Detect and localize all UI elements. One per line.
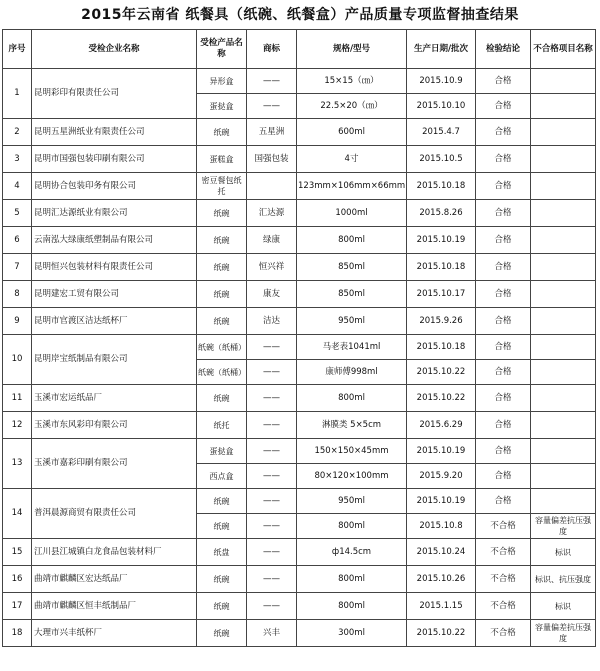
date-cell: 2015.10.8 — [407, 514, 476, 539]
brand-cell: —— — [247, 385, 297, 412]
failed-items-cell — [531, 439, 596, 464]
result-cell: 合格 — [476, 254, 531, 281]
table-row — [3, 254, 596, 281]
spec-cell: 800ml — [297, 514, 407, 539]
failed-items-cell: 容量偏差抗压强度 — [531, 620, 596, 647]
brand-cell: 五星洲 — [247, 119, 297, 146]
product-cell: 纸碗 — [197, 200, 247, 227]
result-cell: 合格 — [476, 119, 531, 146]
product-cell: 纸碗 — [197, 620, 247, 647]
result-cell: 合格 — [476, 94, 531, 119]
spec-cell: 4寸 — [297, 146, 407, 173]
company-cell: 曲靖市麒麟区恒丰纸制品厂 — [32, 593, 197, 620]
date-cell: 2015.10.24 — [407, 539, 476, 566]
seq-cell: 12 — [3, 412, 32, 439]
seq-cell: 10 — [3, 335, 32, 385]
failed-items-cell: 容量偏差抗压强度 — [531, 514, 596, 539]
result-cell: 合格 — [476, 173, 531, 200]
result-cell: 不合格 — [476, 593, 531, 620]
spec-cell: 22.5×20（㎝） — [297, 94, 407, 119]
product-cell: 纸托 — [197, 412, 247, 439]
company-cell: 昆明市官渡区洁达纸杯厂 — [32, 308, 197, 335]
date-cell: 2015.10.17 — [407, 281, 476, 308]
failed-items-cell: 标识 — [531, 593, 596, 620]
failed-items-cell — [531, 281, 596, 308]
brand-cell: —— — [247, 412, 297, 439]
spec-cell: 80×120×100mm — [297, 464, 407, 489]
seq-cell: 7 — [3, 254, 32, 281]
brand-cell: 康友 — [247, 281, 297, 308]
date-cell: 2015.10.19 — [407, 489, 476, 514]
table-row — [3, 119, 596, 146]
brand-cell: —— — [247, 539, 297, 566]
date-cell: 2015.10.10 — [407, 94, 476, 119]
failed-items-cell — [531, 360, 596, 385]
seq-cell: 2 — [3, 119, 32, 146]
failed-items-cell — [531, 385, 596, 412]
brand-cell: —— — [247, 335, 297, 360]
brand-cell: —— — [247, 360, 297, 385]
header-result: 检验结论 — [476, 30, 531, 69]
brand-cell: 汇达源 — [247, 200, 297, 227]
seq-cell: 11 — [3, 385, 32, 412]
result-cell: 合格 — [476, 412, 531, 439]
result-cell: 不合格 — [476, 620, 531, 647]
date-cell: 2015.1.15 — [407, 593, 476, 620]
header-product: 受检产品名称 — [197, 30, 247, 69]
seq-cell: 15 — [3, 539, 32, 566]
brand-cell: 国强包装 — [247, 146, 297, 173]
result-cell: 不合格 — [476, 514, 531, 539]
failed-items-cell — [531, 489, 596, 514]
seq-cell: 14 — [3, 489, 32, 539]
header-brand: 商标 — [247, 30, 297, 69]
table-row — [3, 412, 596, 439]
company-cell: 昆明岸宝纸制品有限公司 — [32, 335, 197, 385]
spec-cell: 800ml — [297, 566, 407, 593]
header-seq: 序号 — [3, 30, 32, 69]
spec-cell: 800ml — [297, 227, 407, 254]
company-cell: 昆明彩印有限责任公司 — [32, 69, 197, 119]
company-cell: 曲靖市麒麟区宏达纸品厂 — [32, 566, 197, 593]
date-cell: 2015.10.19 — [407, 227, 476, 254]
spec-cell: 马老表1041ml — [297, 335, 407, 360]
table-row — [3, 566, 596, 593]
brand-cell: —— — [247, 566, 297, 593]
failed-items-cell — [531, 464, 596, 489]
spec-cell: 1000ml — [297, 200, 407, 227]
result-cell: 合格 — [476, 69, 531, 94]
spec-cell: 淋膜类 5×5cm — [297, 412, 407, 439]
product-cell: 纸碗 — [197, 566, 247, 593]
date-cell: 2015.9.20 — [407, 464, 476, 489]
failed-items-cell — [531, 146, 596, 173]
table-body — [3, 69, 596, 647]
date-cell: 2015.10.19 — [407, 439, 476, 464]
date-cell: 2015.10.9 — [407, 69, 476, 94]
spec-cell: 150×150×45mm — [297, 439, 407, 464]
company-cell: 大理市兴丰纸杯厂 — [32, 620, 197, 647]
failed-items-cell — [531, 173, 596, 200]
brand-cell — [247, 173, 297, 200]
company-cell: 玉溪市宏运纸品厂 — [32, 385, 197, 412]
spec-cell: ф14.5cm — [297, 539, 407, 566]
table-row — [3, 620, 596, 647]
spec-cell: 850ml — [297, 281, 407, 308]
company-cell: 昆明五星洲纸业有限责任公司 — [32, 119, 197, 146]
seq-cell: 13 — [3, 439, 32, 489]
brand-cell: 恒兴祥 — [247, 254, 297, 281]
date-cell: 2015.10.22 — [407, 620, 476, 647]
result-cell: 不合格 — [476, 539, 531, 566]
date-cell: 2015.10.22 — [407, 360, 476, 385]
failed-items-cell — [531, 94, 596, 119]
failed-items-cell — [531, 227, 596, 254]
result-cell: 合格 — [476, 308, 531, 335]
header-date: 生产日期/批次 — [407, 30, 476, 69]
brand-cell: —— — [247, 593, 297, 620]
date-cell: 2015.10.18 — [407, 254, 476, 281]
result-cell: 合格 — [476, 360, 531, 385]
company-cell: 玉溪市嘉彩印刷有限公司 — [32, 439, 197, 489]
result-cell: 合格 — [476, 281, 531, 308]
brand-cell: 绿康 — [247, 227, 297, 254]
product-cell: 纸碗 — [197, 514, 247, 539]
seq-cell: 3 — [3, 146, 32, 173]
date-cell: 2015.10.18 — [407, 335, 476, 360]
failed-items-cell — [531, 69, 596, 94]
product-cell: 蛋糕盒 — [197, 146, 247, 173]
date-cell: 2015.8.26 — [407, 200, 476, 227]
company-cell: 云南泓大绿康纸塑制品有限公司 — [32, 227, 197, 254]
company-cell: 昆明汇达源纸业有限公司 — [32, 200, 197, 227]
product-cell: 纸碗 — [197, 254, 247, 281]
date-cell: 2015.9.26 — [407, 308, 476, 335]
seq-cell: 5 — [3, 200, 32, 227]
table-row — [3, 69, 596, 94]
result-cell: 合格 — [476, 227, 531, 254]
product-cell: 异形盒 — [197, 69, 247, 94]
spec-cell: 康师傅998ml — [297, 360, 407, 385]
table-row — [3, 385, 596, 412]
spec-cell: 950ml — [297, 489, 407, 514]
company-cell: 玉溪市东风彩印有限公司 — [32, 412, 197, 439]
date-cell: 2015.4.7 — [407, 119, 476, 146]
failed-items-cell — [531, 200, 596, 227]
header-spec: 规格/型号 — [297, 30, 407, 69]
brand-cell: —— — [247, 464, 297, 489]
spec-cell: 800ml — [297, 385, 407, 412]
product-cell: 纸碗 — [197, 227, 247, 254]
product-cell: 纸碗（纸桶） — [197, 360, 247, 385]
brand-cell: —— — [247, 69, 297, 94]
table-row — [3, 593, 596, 620]
failed-items-cell — [531, 308, 596, 335]
brand-cell: —— — [247, 94, 297, 119]
result-cell: 合格 — [476, 464, 531, 489]
product-cell: 纸碗 — [197, 119, 247, 146]
date-cell: 2015.10.26 — [407, 566, 476, 593]
product-cell: 纸碗 — [197, 385, 247, 412]
table-row — [3, 439, 596, 464]
failed-items-cell: 标识 — [531, 539, 596, 566]
brand-cell: 洁达 — [247, 308, 297, 335]
company-cell: 普洱晨源商贸有限责任公司 — [32, 489, 197, 539]
header-row — [3, 30, 596, 69]
company-cell: 昆明建宏工贸有限公司 — [32, 281, 197, 308]
seq-cell: 8 — [3, 281, 32, 308]
result-cell: 合格 — [476, 146, 531, 173]
product-cell: 蛋挞盒 — [197, 94, 247, 119]
seq-cell: 17 — [3, 593, 32, 620]
product-cell: 纸碗 — [197, 593, 247, 620]
table-row — [3, 335, 596, 360]
seq-cell: 6 — [3, 227, 32, 254]
company-cell: 江川县江城镇白龙食品包装材料厂 — [32, 539, 197, 566]
seq-cell: 4 — [3, 173, 32, 200]
company-cell: 昆明协合包装印务有限公司 — [32, 173, 197, 200]
spec-cell: 950ml — [297, 308, 407, 335]
result-cell: 合格 — [476, 385, 531, 412]
brand-cell: 兴丰 — [247, 620, 297, 647]
table-row — [3, 281, 596, 308]
date-cell: 2015.10.22 — [407, 385, 476, 412]
product-cell: 纸碗 — [197, 308, 247, 335]
failed-items-cell — [531, 119, 596, 146]
product-cell: 蛋挞盒 — [197, 439, 247, 464]
table-row — [3, 200, 596, 227]
result-cell: 合格 — [476, 489, 531, 514]
result-cell: 合格 — [476, 439, 531, 464]
spec-cell: 600ml — [297, 119, 407, 146]
table-row — [3, 489, 596, 514]
company-cell: 昆明市国强包装印刷有限公司 — [32, 146, 197, 173]
product-cell: 西点盒 — [197, 464, 247, 489]
company-cell: 昆明恒兴包装材料有限责任公司 — [32, 254, 197, 281]
date-cell: 2015.10.18 — [407, 173, 476, 200]
spec-cell: 15×15（㎝） — [297, 69, 407, 94]
product-cell: 纸碗 — [197, 489, 247, 514]
result-cell: 合格 — [476, 335, 531, 360]
product-cell: 纸碗 — [197, 281, 247, 308]
failed-items-cell — [531, 412, 596, 439]
spec-cell: 300ml — [297, 620, 407, 647]
table-row — [3, 308, 596, 335]
seq-cell: 16 — [3, 566, 32, 593]
result-cell: 不合格 — [476, 566, 531, 593]
product-cell: 密豆餐包纸托 — [197, 173, 247, 200]
date-cell: 2015.10.5 — [407, 146, 476, 173]
table-row — [3, 539, 596, 566]
result-cell: 合格 — [476, 200, 531, 227]
spec-cell: 123mm×106mm×66mm — [297, 173, 407, 200]
table-row — [3, 173, 596, 200]
failed-items-cell — [531, 254, 596, 281]
brand-cell: —— — [247, 439, 297, 464]
brand-cell: —— — [247, 489, 297, 514]
product-cell: 纸盘 — [197, 539, 247, 566]
table-row — [3, 227, 596, 254]
table-row — [3, 146, 596, 173]
seq-cell: 9 — [3, 308, 32, 335]
seq-cell: 1 — [3, 69, 32, 119]
seq-cell: 18 — [3, 620, 32, 647]
spec-cell: 850ml — [297, 254, 407, 281]
results-table — [2, 29, 596, 647]
failed-items-cell — [531, 335, 596, 360]
spec-cell: 800ml — [297, 593, 407, 620]
page-title: 2015年云南省 纸餐具（纸碗、纸餐盒）产品质量专项监督抽查结果 — [81, 7, 519, 23]
header-failed-items: 不合格项目名称 — [531, 30, 596, 69]
header-company: 受检企业名称 — [32, 30, 197, 69]
date-cell: 2015.6.29 — [407, 412, 476, 439]
product-cell: 纸碗（纸桶） — [197, 335, 247, 360]
failed-items-cell: 标识、抗压强度 — [531, 566, 596, 593]
brand-cell: —— — [247, 514, 297, 539]
